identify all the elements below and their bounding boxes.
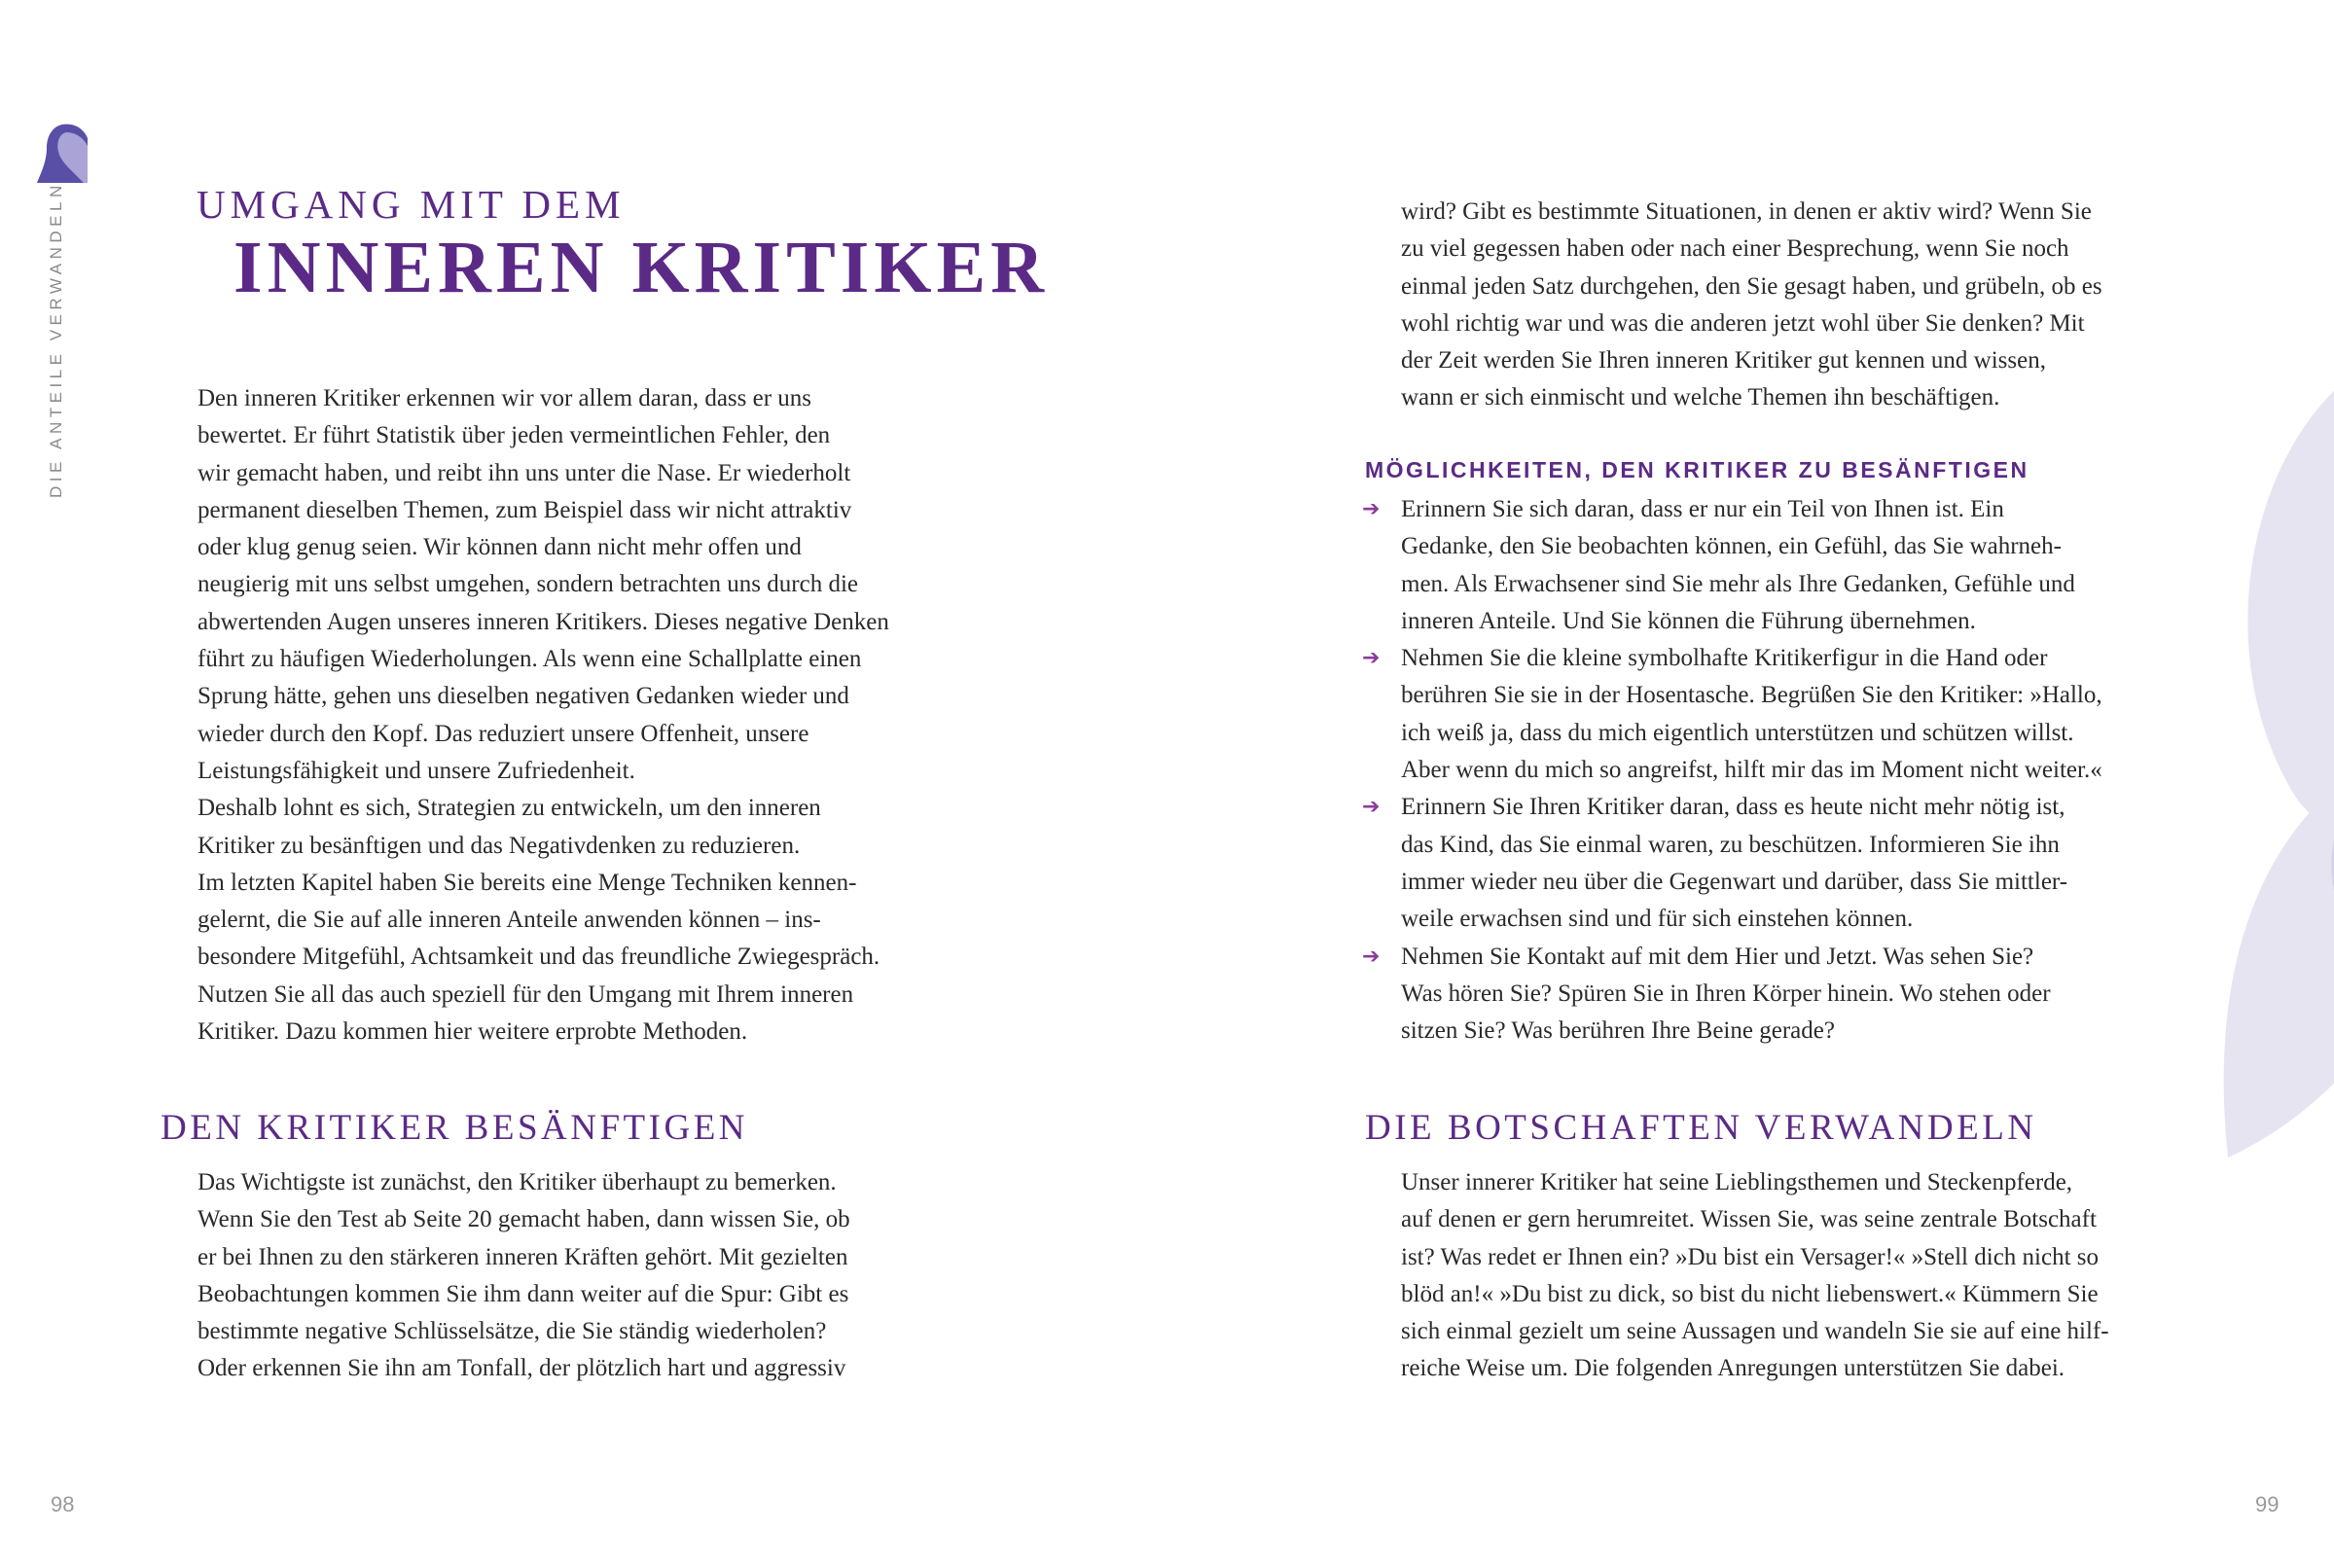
intro-paragraph [197, 380, 889, 1051]
section-side-label: DIE ANTEILE VERWANDELN [47, 181, 65, 498]
text-line: permanent dieselben Themen, zum Beispiel dass wir nicht attraktiv [197, 496, 852, 523]
text-line: einmal jeden Satz durchgehen, den Sie gesagt haben, und grübeln, ob es [1401, 272, 2102, 300]
text-line: Kritiker zu besänftigen und das Negativdenken zu reduzieren. [197, 832, 801, 859]
text-line: gelernt, die Sie auf alle inneren Anteile anwenden können – ins- [197, 907, 821, 934]
text-line: Leistungsfähigkeit und unsere Zufriedenheit. [197, 757, 635, 784]
text-line: blöd an!« »Du bist zu dick, so bist du nicht liebenswert.« Kümmern Sie [1401, 1280, 2099, 1307]
text-line: besondere Mitgefühl, Achtsamkeit und das freundliche Zwiegespräch. [197, 944, 880, 971]
bullet-text-line: Was hören Sie? Spüren Sie in Ihren Körper hinein. Wo stehen oder [1401, 980, 2051, 1007]
bullet-item [1362, 789, 2102, 938]
bullet-text-line: men. Als Erwachsener sind Sie mehr als Ihre Gedanken, Gefühle und [1401, 570, 2075, 597]
bullet-text-line: sitzen Sie? Was berühren Ihre Beine gerade? [1401, 1017, 1835, 1045]
text-line: Nutzen Sie all das auch speziell für den Umgang mit Ihrem inneren [197, 980, 854, 1008]
text-line: Beobachtungen kommen Sie ihm dann weiter auf die Spur: Gibt es [197, 1280, 849, 1307]
text-line: Den inneren Kritiker erkennen wir vor allem daran, dass er uns [197, 385, 812, 411]
text-line: Im letzten Kapitel haben Sie bereits eine Menge Techniken kennen- [197, 869, 857, 896]
page-number-right: 99 [2255, 1492, 2280, 1516]
continued-paragraph [1401, 194, 2102, 417]
bullet-text-line: Gedanke, den Sie beobachten können, ein Gefühl, das Sie wahrneh- [1401, 533, 2062, 560]
text-line: abwertenden Augen unseres inneren Kritikers. Dieses negative Denken [197, 608, 889, 635]
text-line: bestimmte negative Schlüsselsätze, die Sie ständig wiederholen? [197, 1318, 827, 1345]
text-line: sich einmal gezielt um seine Aussagen und wandeln Sie sie auf eine hilf- [1401, 1318, 2109, 1345]
right-page [1167, 0, 2334, 1568]
text-line: wird? Gibt es bestimmte Situationen, in denen er aktiv wird? Wenn Sie [1401, 198, 2092, 225]
bullet-item [1362, 640, 2102, 789]
section-paragraph-right [1401, 1164, 2109, 1388]
woman-silhouette-icon [33, 119, 88, 183]
bullet-text-line: Erinnern Sie sich daran, dass er nur ein Teil von Ihnen ist. Ein [1401, 496, 2004, 522]
text-line: Oder erkennen Sie ihn am Tonfall, der plötzlich hart und aggressiv [197, 1355, 846, 1382]
text-line: wir gemacht haben, und reibt ihn uns unter die Nase. Er wiederholt [197, 459, 851, 486]
section-heading-besaenftigen: DEN KRITIKER BESÄNFTIGEN [161, 1108, 749, 1148]
chapter-title: INNEREN KRITIKER [233, 227, 1050, 308]
text-line: führt zu häufigen Wiederholungen. Als wenn eine Schallplatte einen [197, 646, 862, 673]
bullet-text-line: weile erwachsen sind und für sich einstehen können. [1401, 906, 1914, 933]
bullet-item [1362, 491, 2102, 640]
text-line: zu viel gegessen haben oder nach einer Besprechung, wenn Sie noch [1401, 235, 2069, 263]
bullet-text-line: Nehmen Sie die kleine symbolhafte Kritikerfigur in die Hand oder [1401, 645, 2048, 672]
text-line: oder klug genug seien. Wir können dann nicht mehr offen und [197, 534, 802, 561]
text-line: auf denen er gern herumreitet. Wissen Sie, was seine zentrale Botschaft [1401, 1206, 2097, 1233]
text-line: reiche Weise um. Die folgenden Anregungen unterstützen Sie dabei. [1401, 1355, 2065, 1382]
text-line: er bei Ihnen zu den stärkeren inneren Kräften gehört. Mit gezielten [197, 1243, 848, 1270]
text-line: Sprung hätte, gehen uns dieselben negativen Gedanken wieder und [197, 683, 849, 710]
bullet-list [1362, 491, 2102, 1050]
text-line: der Zeit werden Sie Ihren inneren Kritiker gut kennen und wissen, [1401, 347, 2046, 374]
page-number-left: 98 [51, 1492, 75, 1516]
bullet-text-line: ich weiß ja, dass du mich eigentlich unterstützen und schützen willst. [1401, 719, 2074, 746]
text-line: wieder durch den Kopf. Das reduziert unsere Offenheit, unsere [197, 720, 809, 747]
bullet-text-line: immer wieder neu über die Gegenwart und darüber, dass Sie mittler- [1401, 868, 2068, 895]
arrow-right-icon: ➔ [1362, 944, 1381, 969]
text-line: wohl richtig war und was die anderen jetzt wohl über Sie denken? Mit [1401, 309, 2085, 337]
bullet-item [1362, 939, 2102, 1051]
arrow-right-icon: ➔ [1362, 497, 1381, 521]
section-paragraph-left [197, 1164, 850, 1388]
bullet-text-line: berühren Sie sie in der Hosentasche. Begrüßen Sie den Kritiker: »Hallo, [1401, 682, 2102, 709]
chapter-kicker: UMGANG MIT DEM [197, 182, 626, 227]
text-line: Wenn Sie den Test ab Seite 20 gemacht haben, dann wissen Sie, ob [197, 1206, 850, 1233]
text-line: ist? Was redet er Ihnen ein? »Du bist ein Versager!« »Stell dich nicht so [1401, 1243, 2100, 1270]
text-line: bewertet. Er führt Statistik über jeden vermeintlichen Fehler, den [197, 422, 831, 449]
bullet-text-line: Nehmen Sie Kontakt auf mit dem Hier und Jetzt. Was sehen Sie? [1401, 943, 2034, 970]
bullet-text-line: Erinnern Sie Ihren Kritiker daran, dass es heute nicht mehr nötig ist, [1401, 794, 2065, 821]
text-line: neugierig mit uns selbst umgehen, sondern betrachten uns durch die [197, 571, 859, 598]
text-line: Das Wichtigste ist zunächst, den Kritiker überhaupt zu bemerken. [197, 1169, 837, 1195]
section-heading-botschaften: DIE BOTSCHAFTEN VERWANDELN [1365, 1108, 2037, 1148]
text-line: Deshalb lohnt es sich, Strategien zu entwickeln, um den inneren [197, 795, 821, 822]
text-line: Kritiker. Dazu kommen hier weitere erprobte Methoden. [197, 1018, 748, 1046]
text-line: Unser innerer Kritiker hat seine Lieblingsthemen und Steckenpferde, [1401, 1169, 2073, 1195]
arrow-right-icon: ➔ [1362, 646, 1381, 671]
arrow-right-icon: ➔ [1362, 795, 1381, 820]
bullet-text-line: das Kind, das Sie einmal waren, zu beschützen. Informieren Sie ihn [1401, 831, 2060, 858]
text-line: wann er sich einmischt und welche Themen ihn beschäftigen. [1401, 384, 2000, 411]
bullet-text-line: inneren Anteile. Und Sie können die Führung übernehmen. [1401, 607, 1976, 634]
bullet-text-line: Aber wenn du mich so angreifst, hilft mir das im Moment nicht weiter.« [1401, 757, 2102, 784]
subheading-moeglichkeiten: MÖGLICHKEITEN, DEN KRITIKER ZU BESÄNFTIGEN [1365, 457, 2029, 482]
